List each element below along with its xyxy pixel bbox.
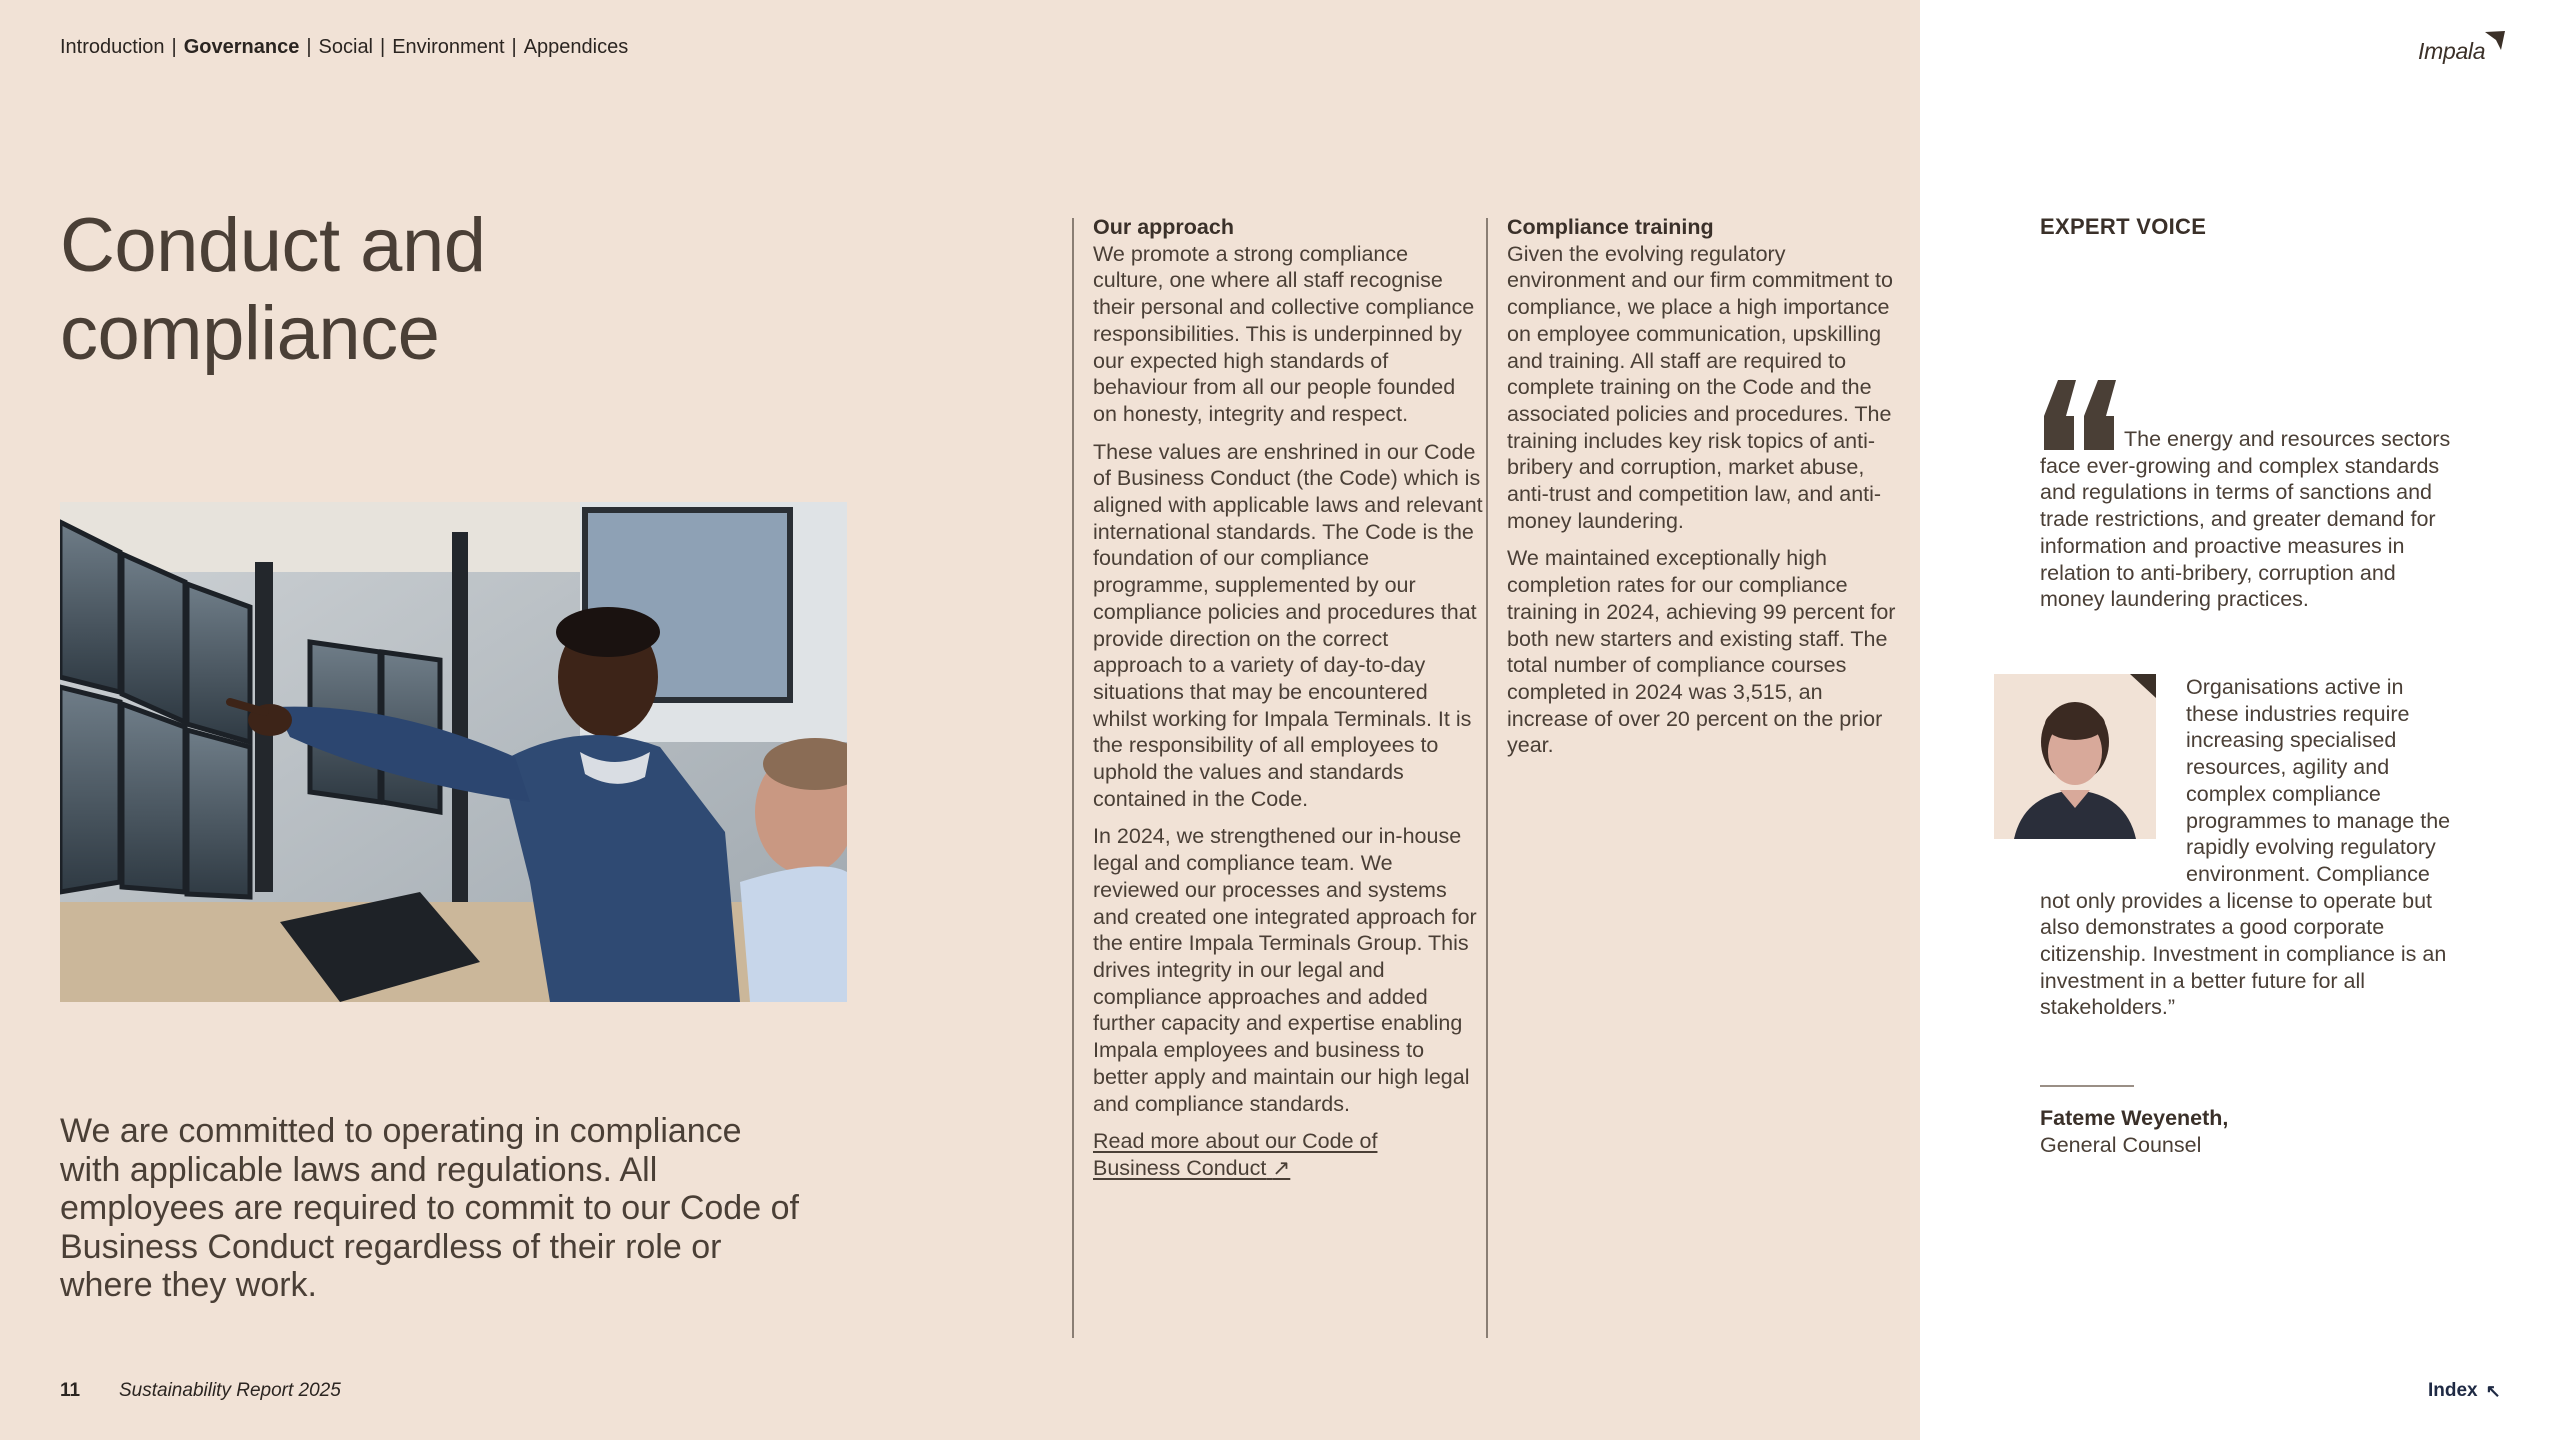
quote-mark-icon <box>2040 380 2118 450</box>
report-name: Sustainability Report 2025 <box>119 1380 341 1401</box>
index-arrow-icon: ↖ <box>2485 1380 2501 1401</box>
author-name: Fateme Weyeneth, <box>2040 1106 2229 1130</box>
control-room-photo <box>60 502 847 1002</box>
impala-logo[interactable] <box>2418 30 2507 65</box>
impala-logo-icon <box>2483 30 2507 52</box>
index-label: Index <box>2428 1380 2478 1401</box>
nav-appendices[interactable]: Appendices <box>523 36 629 58</box>
expert-quote-part-1 <box>2040 380 2460 613</box>
nav-social[interactable]: Social <box>318 36 374 58</box>
nav-environment[interactable]: Environment <box>392 36 505 58</box>
our-approach-heading: Our approach <box>1093 215 1234 239</box>
paragraph: These values are enshrined in our Code of Business Conduct (the Code) which is aligned with applicable laws and relevant international standards. The Code is the foundation of our compliance programme, supplemented by our compliance policies and procedures that provide direction on the correct approach to a variety of day-to-day situations that may be encountered whilst working for Impala Terminals. It is the responsibility of all employees to uphold the values and standards contained in the Code. <box>1093 439 1483 811</box>
nav-separator: | <box>511 36 517 58</box>
expert-voice-heading: EXPERT VOICE <box>2040 214 2207 239</box>
page-number: 11 <box>60 1380 81 1401</box>
paragraph: In 2024, we strengthened our in-house legal and compliance team. We reviewed our processes and systems and created one integrated approach for the entire Impala Terminals Group. This drives integrity in our legal and compliance approaches and added further capacity and expertise enabling Impala employees and business to better apply and maintain our high legal and compliance standards. <box>1093 824 1477 1116</box>
external-link-arrow-icon: ↗ <box>1272 1155 1291 1180</box>
compliance-training-column <box>1507 214 1897 770</box>
portrait-spacer <box>2040 674 2186 862</box>
section-nav <box>60 36 628 59</box>
nav-governance[interactable]: Governance <box>183 36 300 58</box>
page-title <box>60 202 760 378</box>
paragraph: We promote a strong compliance culture, one where all staff recognise their personal and collective compliance responsibilities. This is underpinned by our expected high standards of behaviour from all our people founded on honesty, integrity and respect. <box>1093 241 1475 426</box>
paragraph: We maintained exceptionally high completion rates for our compliance training in 2024, achieving 99 percent for both new starters and existing staff. The total number of compliance courses completed in 2024 was 3,515, an increase of over 20 percent on the prior year. <box>1507 546 1896 758</box>
compliance-training-heading: Compliance training <box>1507 215 1714 239</box>
quote-text: The energy and resources sectors face ever-growing and complex standards and regulations in terms of sanctions and trade restrictions, and greater demand for information and proactive measures in relation to anti-bribery, corruption and money laundering practices. <box>2040 427 2451 612</box>
author-role: General Counsel <box>2040 1133 2202 1157</box>
expert-quote-part-2 <box>2040 674 2460 1021</box>
lead-paragraph: We are committed to operating in compliance with applicable laws and regulations. All employees are required to commit to our Code of Business Conduct regardless of their role or where they work. <box>60 1112 799 1304</box>
link-text-line-2: Business Conduct <box>1093 1155 1267 1180</box>
column-divider <box>1072 218 1074 1338</box>
our-approach-column <box>1093 214 1483 1182</box>
link-text-line-1: Read more about our Code of <box>1093 1129 1378 1154</box>
logo-text: Impala <box>2418 38 2486 64</box>
nav-separator: | <box>306 36 312 58</box>
quote-text: Organisations active in these industries require increasing specialised resources, agility and complex compliance programmes to manage the rapidly evolving regulatory environment. Compliance not only provides a license to operate but also demonstrates a good corporate citizenship. Investment in compliance is an investment in a better future for all stakeholders.” <box>2040 675 2451 1020</box>
column-divider <box>1486 218 1488 1338</box>
nav-separator: | <box>380 36 386 58</box>
index-link[interactable] <box>2428 1380 2501 1402</box>
nav-separator: | <box>171 36 177 58</box>
author-divider <box>2040 1085 2134 1087</box>
paragraph: Given the evolving regulatory environment and our firm commitment to compliance, we place a high importance on employee communication, upskilling and training. All staff are required to complete training on the Code and the associated policies and procedures. The training includes key risk topics of anti-bribery and corruption, market abuse, anti-trust and competition law, and anti-money laundering. <box>1507 241 1893 533</box>
code-of-conduct-link[interactable] <box>1093 1129 1377 1180</box>
page-title-line-1: Conduct and <box>60 203 486 288</box>
nav-introduction[interactable]: Introduction <box>60 36 165 58</box>
page-title-line-2: compliance <box>60 291 440 376</box>
